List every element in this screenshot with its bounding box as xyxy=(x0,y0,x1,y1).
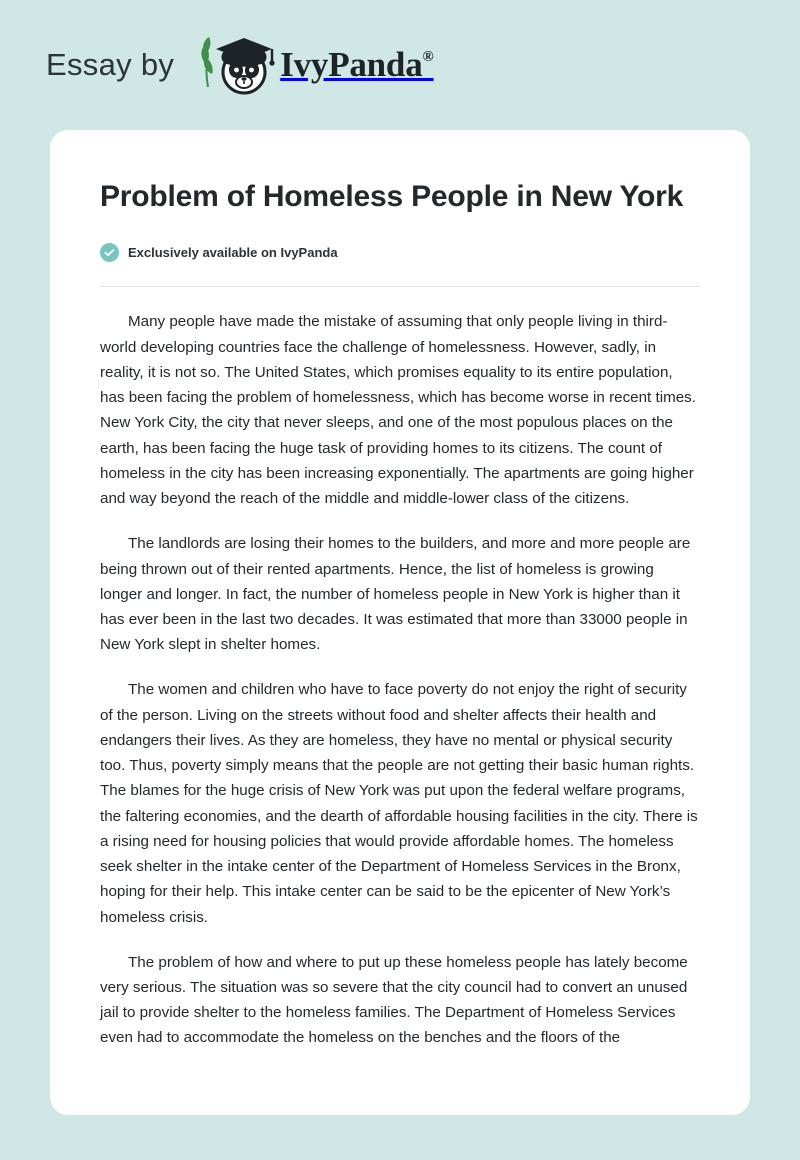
brand-name-text: IvyPanda xyxy=(280,45,423,84)
ivypanda-logo[interactable] xyxy=(192,32,433,98)
brand-name xyxy=(280,45,433,85)
essay-card xyxy=(50,130,750,1115)
check-circle-icon xyxy=(100,243,119,262)
exclusivity-badge xyxy=(100,243,700,262)
title-divider xyxy=(100,286,700,287)
paragraph: Many people have made the mistake of assuming that only people living in third-world developing countries face the challenge of homelessness. However, sadly, in reality, it is not so. The United States, which promises equality to its entire population, has been facing the problem of homelessness, which has become worse in recent times. New York City, the city that never sleeps, and one of the most populous places on the earth, has been facing the huge task of providing homes to its citizens. The count of homeless in the city has been increasing exponentially. The apartments are going higher and way beyond the reach of the middle and middle-lower class of the citizens. xyxy=(100,313,696,508)
paragraph: The landlords are losing their homes to the builders, and more and more people are being thrown out of their rented apartments. Hence, the list of homeless is growing longer and longer. In fact, the number of homeless people in New York is higher than it has ever been in the last two decades. It was estimated that more than 33000 people in New York slept in shelter homes. xyxy=(100,535,691,654)
page-title: Problem of Homeless People in New York xyxy=(100,180,684,213)
brand-trademark: ® xyxy=(422,49,434,66)
essay-by-label: Essay by xyxy=(46,47,175,82)
panda-graduate-icon xyxy=(192,32,278,98)
site-header xyxy=(0,0,800,130)
paragraph: The women and children who have to face poverty do not enjoy the right of security of the person. Living on the streets without food and shelter affects their health and endangers their lives. As they are homeless, they have no mental or physical security too. Thus, poverty simply means that the people are not getting their basic human rights. The blames for the huge crisis of New York was put upon the federal welfare programs, the faltering economies, and the dearth of affordable housing facilities in the city. There is a rising need for housing policies that would provide affordable homes. The homeless seek shelter in the intake center of the Department of Homeless Services in the Bronx, hoping for their help. This intake center can be said to be the epicenter of New York’s homeless crisis. xyxy=(100,681,698,926)
paragraph: The problem of how and where to put up these homeless people has lately become very serious. The situation was so severe that the city council had to convert an unused jail to provide shelter to the homeless families. The Department of Homeless Services even had to accommodate the homeless on the benches and the floors of the xyxy=(100,953,688,1047)
exclusivity-label: Exclusively available on IvyPanda xyxy=(128,245,338,261)
essay-body xyxy=(100,309,700,1050)
